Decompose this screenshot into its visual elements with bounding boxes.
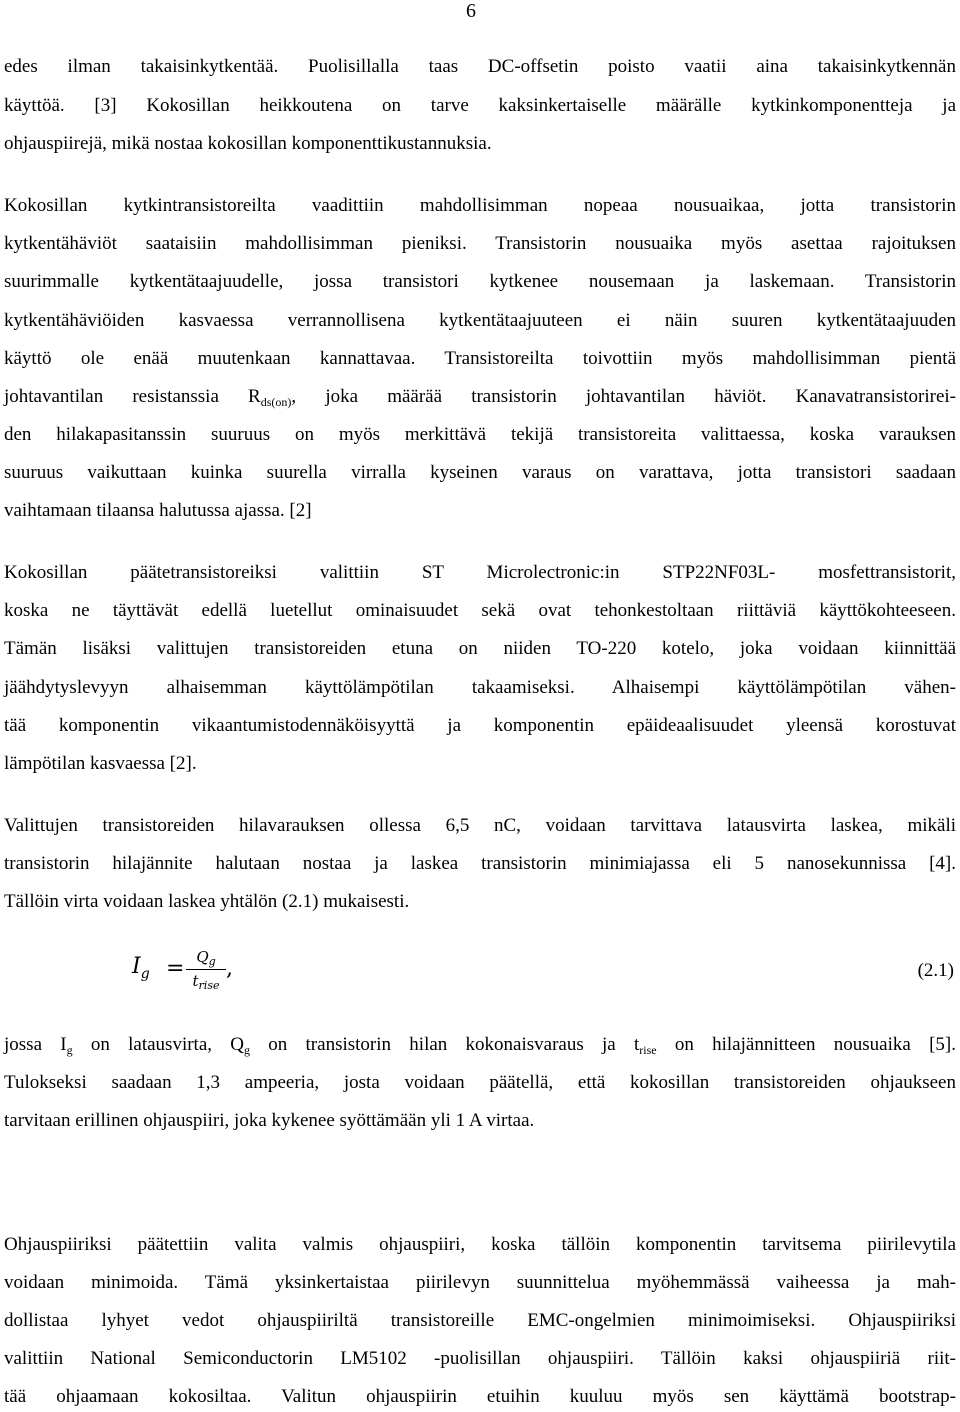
text-line: tarvitaan erillinen ohjauspiiri, joka kykenee syöttämään yli 1 A virtaa.	[4, 1110, 535, 1131]
text-segment: jossa I	[4, 1034, 67, 1055]
equation-number: (2.1)	[917, 960, 954, 981]
text-line: vaihtamaan tilaansa halutussa ajassa. [2]	[4, 500, 312, 521]
equation-subscript: g	[140, 966, 150, 982]
text-line: Ohjauspiiriksi päätettiin valita valmis ohjauspiiri, koska tällöin komponentin tarvitsema piirilevytila	[4, 1234, 956, 1255]
text-line: kytkentähäviöt saataisiin mahdollisimman pieniksi. Transistorin nousuaika myös asettaa rajoituksen	[4, 233, 956, 254]
text-line: lämpötilan kasvaessa [2].	[4, 753, 197, 774]
text-line-with-subscript	[4, 386, 956, 408]
equation-equals: =	[166, 956, 185, 981]
subscript: ds(on)	[260, 395, 292, 409]
text-segment: on latausvirta, Q	[72, 1034, 244, 1055]
equation-comma: ,	[226, 956, 233, 981]
text-line: valittiin National Semiconductorin LM5102 -puolisillan ohjauspiiri. Tällöin kaksi ohjauspiiriä riit-	[4, 1348, 956, 1369]
text-segment: , joka määrää transistorin johtavantilan häviöt. Kanavatransistorirei-	[291, 386, 956, 407]
text-line: edes ilman takaisinkytkentää. Puolisillalla taas DC-offsetin poisto vaatii aina takaisinkytkennän	[4, 56, 956, 77]
text-segment: on transistorin hilan kokonaisvaraus ja t	[250, 1034, 640, 1055]
fraction-numerator	[186, 948, 226, 968]
text-segment: johtavantilan resistanssia R	[4, 386, 261, 407]
subscript: g	[244, 1043, 250, 1057]
text-line: tää ohjaamaan kokosiltaa. Valitun ohjauspiirin etuihin kuuluu myös sen käyttämä bootstrap-	[4, 1386, 956, 1407]
text-line: ohjauspiirejä, mikä nostaa kokosillan komponenttikustannuksia.	[4, 133, 492, 154]
text-line: transistorin hilajännite halutaan nostaa ja laskea transistorin minimiajassa eli 5 nanosekunnissa [4].	[4, 853, 956, 874]
text-line: suuruus vaikuttaan kuinka suurella virralla kyseinen varaus on varattava, jotta transistori saadaan	[4, 462, 956, 483]
equation-symbol: Q	[196, 948, 209, 966]
equation-subscript: g	[208, 955, 216, 968]
equation-symbol: t	[192, 972, 199, 990]
text-line: käyttöä. [3] Kokosillan heikkoutena on tarve kaksinkertaiselle määrälle kytkinkomponentteja ja	[4, 95, 956, 116]
text-line: Tulokseksi saadaan 1,3 ampeeria, josta voidaan päätellä, että kokosillan transistoreiden ohjaukseen	[4, 1072, 956, 1093]
text-line: käyttö ole enää muutenkaan kannattavaa. Transistoreilta toivottiin myös mahdollisimman pientä	[4, 348, 956, 369]
text-line: Kokosillan kytkintransistoreilta vaadittiin mahdollisimman nopeaa nousuaikaa, jotta transistorin	[4, 195, 956, 216]
text-line: Kokosillan päätetransistoreiksi valittiin ST Microlectronic:in STP22NF03L- mosfettransistorit,	[4, 562, 956, 583]
text-line: Tällöin virta voidaan laskea yhtälön (2.1) mukaisesti.	[4, 891, 410, 912]
text-line: Tämän lisäksi valittujen transistoreiden etuna on niiden TO-220 kotelo, joka voidaan kiinnittää	[4, 638, 956, 659]
equation-symbol: I	[132, 954, 141, 979]
text-line: kytkentähäviöiden kasvaessa verrannollisena kytkentätaajuuteen ei näin suuren kytkentätaajuuden	[4, 310, 956, 331]
text-line: jäähdytyslevyyn alhaisemman käyttölämpötilan takaamiseksi. Alhaisempi käyttölämpötilan vähen-	[4, 677, 956, 698]
equation-2-1	[0, 944, 960, 1004]
page-number: 6	[466, 0, 476, 22]
equation-lhs	[132, 954, 150, 982]
text-line: suurimmalle kytkentätaajuudelle, jossa transistori kytkenee nousemaan ja laskemaan. Transistorin	[4, 271, 956, 292]
fraction-bar	[186, 969, 226, 970]
text-line: Valittujen transistoreiden hilavarauksen ollessa 6,5 nC, voidaan tarvittava latausvirta laskea, mikäli	[4, 815, 956, 836]
subscript: g	[66, 1043, 73, 1057]
equation-subscript: rise	[198, 979, 220, 992]
text-line: dollistaa lyhyet vedot ohjauspiiriltä transistoreille EMC-ongelmien minimoimiseksi. Ohjauspiiriksi	[4, 1310, 956, 1331]
fraction-denominator	[186, 972, 226, 992]
text-line: voidaan minimoida. Tämä yksinkertaistaa piirilevyn suunnittelua myöhemmässä vaiheessa ja mah-	[4, 1272, 956, 1293]
text-line: tää komponentin vikaantumistodennäköisyyttä ja komponentin epäideaalisuudet yleensä korostuvat	[4, 715, 956, 736]
equation-fraction	[186, 948, 226, 992]
text-segment: on hilajännitteen nousuaika [5].	[656, 1034, 957, 1055]
text-line: den hilakapasitanssin suuruus on myös merkittävä tekijä transistoreita valittaessa, koska varauksen	[4, 424, 956, 445]
subscript: rise	[639, 1043, 657, 1057]
text-line-with-subscripts	[4, 1034, 956, 1056]
text-line: koska ne täyttävät edellä luetellut ominaisuudet sekä ovat tehonkestoltaan riittäviä käyttökohteeseen.	[4, 600, 956, 621]
